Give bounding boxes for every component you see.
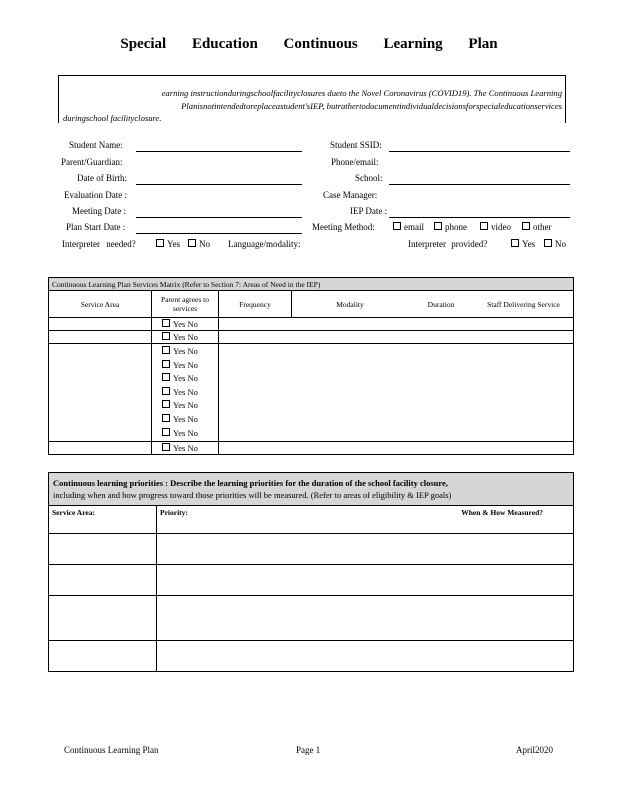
meeting-date-label: Meeting Date : (72, 206, 126, 216)
student-ssid-field[interactable] (389, 151, 570, 152)
yes-no-checkboxes[interactable]: Yes No (152, 318, 219, 331)
priority-cell[interactable] (157, 641, 574, 672)
evaluation-date-label: Evaluation Date : (64, 190, 127, 200)
checkbox-icon[interactable] (162, 373, 170, 381)
notice-box (58, 75, 566, 123)
checkbox-icon[interactable] (162, 387, 170, 395)
services-matrix-table (48, 277, 574, 455)
iep-date-field[interactable] (389, 217, 570, 218)
meeting-method-label: Meeting Method: (312, 222, 375, 232)
method-phone-option[interactable]: phone (434, 222, 467, 232)
service-details-cell[interactable] (219, 318, 574, 331)
checkbox-icon[interactable] (511, 239, 519, 247)
school-label: School: (355, 173, 383, 183)
phone-email-label: Phone/email: (331, 157, 379, 167)
service-area-cell[interactable] (49, 534, 157, 565)
col-staff: Staff Delivering Service (474, 291, 574, 318)
checkbox-icon[interactable] (162, 360, 170, 368)
priority-cell[interactable] (157, 565, 574, 596)
interpreter-provided-label: Interpreter provided? (408, 239, 488, 249)
services-matrix-header: Continuous Learning Plan Services Matrix (Refer to Section 7: Areas of Need in the IEP) (49, 278, 574, 291)
yes-no-checkboxes[interactable]: Yes No (152, 442, 219, 455)
interpreter-needed-no[interactable]: No (188, 239, 210, 249)
school-field[interactable] (389, 184, 570, 185)
plan-start-date-label: Plan Start Date : (66, 222, 126, 232)
checkbox-icon[interactable] (162, 332, 170, 340)
checkbox-icon[interactable] (480, 222, 488, 230)
service-area-cell[interactable] (49, 331, 152, 344)
priorities-header: Continuous learning priorities : Describe the learning priorities for the duration of the school facility closure, including when and how progress toward those priorities will be measured. (Refer to areas of eligibility & IEP goals) (49, 473, 574, 506)
interpreter-needed-label: Interpreter needed? (62, 239, 136, 249)
checkbox-icon[interactable] (544, 239, 552, 247)
iep-date-label: IEP Date : (350, 206, 388, 216)
priorities-table (48, 472, 574, 672)
col-service-area: Service Area (49, 291, 152, 318)
student-name-label: Student Name: (69, 140, 123, 150)
service-details-cell[interactable] (219, 344, 574, 442)
yes-no-checkbox-stack[interactable]: Yes No Yes No Yes No Yes No Yes No Yes No Yes No (152, 344, 219, 442)
table-row[interactable] (49, 331, 574, 344)
footer-page-number: Page 1 (296, 745, 321, 755)
student-name-field[interactable] (136, 151, 302, 152)
col-service-area: Service Area: (49, 506, 157, 534)
language-modality-label: Language/modality: (228, 239, 301, 249)
table-row[interactable] (49, 596, 574, 641)
dob-label: Date of Birth: (77, 173, 127, 183)
interpreter-needed-yes[interactable]: Yes (156, 239, 180, 249)
footer-left: Continuous Learning Plan (64, 745, 159, 755)
checkbox-icon[interactable] (434, 222, 442, 230)
meeting-date-field[interactable] (136, 217, 302, 218)
service-area-cell[interactable] (49, 596, 157, 641)
service-area-cell[interactable] (49, 565, 157, 596)
yes-no-checkboxes[interactable]: Yes No (152, 331, 219, 344)
service-area-cell[interactable] (49, 641, 157, 672)
table-row[interactable] (49, 442, 574, 455)
document-title: Special Education Continuous Learning Plan (120, 36, 498, 52)
notice-line-3: duringschool facilityclosure. (63, 113, 162, 123)
checkbox-icon[interactable] (188, 239, 196, 247)
notice-line-2: Planisnotintendedtoreplaceastudent'sIEP, butrathertodocumentindividualdecisionsforspecialeducationservices (181, 100, 562, 111)
priority-cell[interactable] (157, 596, 574, 641)
table-row[interactable] (49, 318, 574, 331)
service-area-cell[interactable] (49, 344, 152, 442)
service-details-cell[interactable] (219, 442, 574, 455)
col-parent-agrees: Parent agrees to services (152, 291, 219, 318)
checkbox-icon[interactable] (393, 222, 401, 230)
method-other-option[interactable]: other (522, 222, 552, 232)
case-manager-label: Case Manager: (323, 190, 378, 200)
parent-guardian-label: Parent/Guardian: (61, 157, 123, 167)
priority-cell[interactable] (157, 534, 574, 565)
service-details-cell[interactable] (219, 331, 574, 344)
col-when-how-measured: When & How Measured? (461, 508, 543, 517)
checkbox-icon[interactable] (162, 443, 170, 451)
plan-start-date-field[interactable] (136, 233, 302, 234)
service-area-cell[interactable] (49, 318, 152, 331)
checkbox-icon[interactable] (162, 400, 170, 408)
checkbox-icon[interactable] (162, 428, 170, 436)
interpreter-provided-no[interactable]: No (544, 239, 566, 249)
method-email-option[interactable]: email (393, 222, 424, 232)
method-video-option[interactable]: video (480, 222, 511, 232)
col-modality: Modality (292, 291, 409, 318)
col-duration: Duration (408, 291, 474, 318)
checkbox-icon[interactable] (156, 239, 164, 247)
interpreter-provided-yes[interactable]: Yes (511, 239, 535, 249)
checkbox-icon[interactable] (162, 346, 170, 354)
checkbox-icon[interactable] (162, 319, 170, 327)
table-row[interactable] (49, 641, 574, 672)
dob-field[interactable] (136, 184, 302, 185)
checkbox-icon[interactable] (162, 414, 170, 422)
service-area-cell[interactable] (49, 442, 152, 455)
checkbox-icon[interactable] (522, 222, 530, 230)
notice-line-1: earning instructionduringschoolfacilityclosures dueto the Novel Coronavirus (COVID19). The Continuous Learning (161, 88, 562, 98)
table-row[interactable] (49, 565, 574, 596)
col-frequency: Frequency (219, 291, 292, 318)
col-priority: Priority: When & How Measured? (157, 506, 574, 534)
student-ssid-label: Student SSID: (330, 140, 382, 150)
footer-date: April2020 (516, 745, 553, 755)
table-row[interactable] (49, 344, 574, 442)
table-row[interactable] (49, 534, 574, 565)
